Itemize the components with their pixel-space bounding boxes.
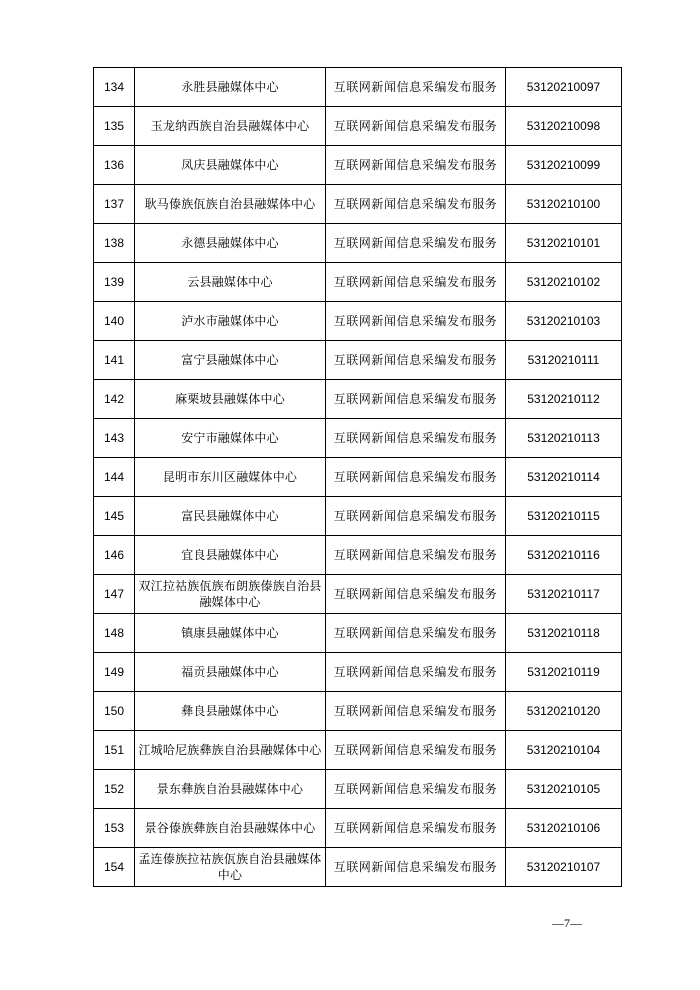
row-number: 134 (94, 68, 135, 107)
table-row (94, 731, 622, 770)
row-number: 143 (94, 419, 135, 458)
service-type: 互联网新闻信息采编发布服务 (326, 380, 506, 419)
license-code: 53120210097 (506, 68, 622, 107)
service-type: 互联网新闻信息采编发布服务 (326, 68, 506, 107)
organization-name: 富民县融媒体中心 (135, 497, 326, 536)
service-type: 互联网新闻信息采编发布服务 (326, 770, 506, 809)
row-number: 147 (94, 575, 135, 614)
service-list-table (93, 67, 622, 887)
organization-name: 凤庆县融媒体中心 (135, 146, 326, 185)
table-row (94, 614, 622, 653)
license-code: 53120210101 (506, 224, 622, 263)
license-code: 53120210112 (506, 380, 622, 419)
license-code: 53120210102 (506, 263, 622, 302)
organization-name: 宜良县融媒体中心 (135, 536, 326, 575)
service-type: 互联网新闻信息采编发布服务 (326, 614, 506, 653)
service-type: 互联网新闻信息采编发布服务 (326, 107, 506, 146)
row-number: 144 (94, 458, 135, 497)
service-type: 互联网新闻信息采编发布服务 (326, 731, 506, 770)
organization-name: 景谷傣族彝族自治县融媒体中心 (135, 809, 326, 848)
service-type: 互联网新闻信息采编发布服务 (326, 809, 506, 848)
table-row (94, 848, 622, 887)
organization-name: 安宁市融媒体中心 (135, 419, 326, 458)
table-row (94, 68, 622, 107)
license-code: 53120210100 (506, 185, 622, 224)
table-row (94, 770, 622, 809)
service-type: 互联网新闻信息采编发布服务 (326, 692, 506, 731)
organization-name: 镇康县融媒体中心 (135, 614, 326, 653)
organization-name: 双江拉祜族佤族布朗族傣族自治县融媒体中心 (135, 575, 326, 614)
organization-name: 永胜县融媒体中心 (135, 68, 326, 107)
service-type: 互联网新闻信息采编发布服务 (326, 536, 506, 575)
service-type: 互联网新闻信息采编发布服务 (326, 224, 506, 263)
service-type: 互联网新闻信息采编发布服务 (326, 458, 506, 497)
service-type: 互联网新闻信息采编发布服务 (326, 497, 506, 536)
row-number: 148 (94, 614, 135, 653)
organization-name: 麻栗坡县融媒体中心 (135, 380, 326, 419)
table-row (94, 146, 622, 185)
service-type: 互联网新闻信息采编发布服务 (326, 419, 506, 458)
license-code: 53120210113 (506, 419, 622, 458)
row-number: 140 (94, 302, 135, 341)
row-number: 141 (94, 341, 135, 380)
license-code: 53120210116 (506, 536, 622, 575)
organization-name: 耿马傣族佤族自治县融媒体中心 (135, 185, 326, 224)
organization-name: 永德县融媒体中心 (135, 224, 326, 263)
organization-name: 江城哈尼族彝族自治县融媒体中心 (135, 731, 326, 770)
table-row (94, 536, 622, 575)
license-code: 53120210098 (506, 107, 622, 146)
table-row (94, 809, 622, 848)
organization-name: 景东彝族自治县融媒体中心 (135, 770, 326, 809)
organization-name: 玉龙纳西族自治县融媒体中心 (135, 107, 326, 146)
license-code: 53120210111 (506, 341, 622, 380)
organization-name: 云县融媒体中心 (135, 263, 326, 302)
table-row (94, 380, 622, 419)
service-type: 互联网新闻信息采编发布服务 (326, 146, 506, 185)
row-number: 138 (94, 224, 135, 263)
service-type: 互联网新闻信息采编发布服务 (326, 575, 506, 614)
row-number: 139 (94, 263, 135, 302)
service-type: 互联网新闻信息采编发布服务 (326, 302, 506, 341)
license-code: 53120210115 (506, 497, 622, 536)
page-number: —7— (552, 916, 582, 930)
row-number: 146 (94, 536, 135, 575)
table-row (94, 575, 622, 614)
table-row (94, 497, 622, 536)
row-number: 151 (94, 731, 135, 770)
license-code: 53120210106 (506, 809, 622, 848)
organization-name: 福贡县融媒体中心 (135, 653, 326, 692)
license-code: 53120210105 (506, 770, 622, 809)
table-row (94, 224, 622, 263)
service-type: 互联网新闻信息采编发布服务 (326, 653, 506, 692)
organization-name: 泸水市融媒体中心 (135, 302, 326, 341)
license-code: 53120210114 (506, 458, 622, 497)
row-number: 150 (94, 692, 135, 731)
license-code: 53120210118 (506, 614, 622, 653)
row-number: 137 (94, 185, 135, 224)
row-number: 136 (94, 146, 135, 185)
service-type: 互联网新闻信息采编发布服务 (326, 848, 506, 887)
row-number: 142 (94, 380, 135, 419)
license-code: 53120210119 (506, 653, 622, 692)
table-row (94, 692, 622, 731)
license-code: 53120210107 (506, 848, 622, 887)
service-type: 互联网新闻信息采编发布服务 (326, 185, 506, 224)
table-row (94, 419, 622, 458)
license-code: 53120210103 (506, 302, 622, 341)
table-row (94, 263, 622, 302)
organization-name: 昆明市东川区融媒体中心 (135, 458, 326, 497)
license-code: 53120210117 (506, 575, 622, 614)
table-row (94, 341, 622, 380)
license-code: 53120210104 (506, 731, 622, 770)
row-number: 149 (94, 653, 135, 692)
license-code: 53120210099 (506, 146, 622, 185)
row-number: 152 (94, 770, 135, 809)
row-number: 145 (94, 497, 135, 536)
table-row (94, 653, 622, 692)
row-number: 154 (94, 848, 135, 887)
row-number: 135 (94, 107, 135, 146)
row-number: 153 (94, 809, 135, 848)
table-row (94, 458, 622, 497)
table-row (94, 185, 622, 224)
license-code: 53120210120 (506, 692, 622, 731)
service-type: 互联网新闻信息采编发布服务 (326, 341, 506, 380)
table-row (94, 107, 622, 146)
organization-name: 富宁县融媒体中心 (135, 341, 326, 380)
service-type: 互联网新闻信息采编发布服务 (326, 263, 506, 302)
table-row (94, 302, 622, 341)
organization-name: 孟连傣族拉祜族佤族自治县融媒体中心 (135, 848, 326, 887)
organization-name: 彝良县融媒体中心 (135, 692, 326, 731)
